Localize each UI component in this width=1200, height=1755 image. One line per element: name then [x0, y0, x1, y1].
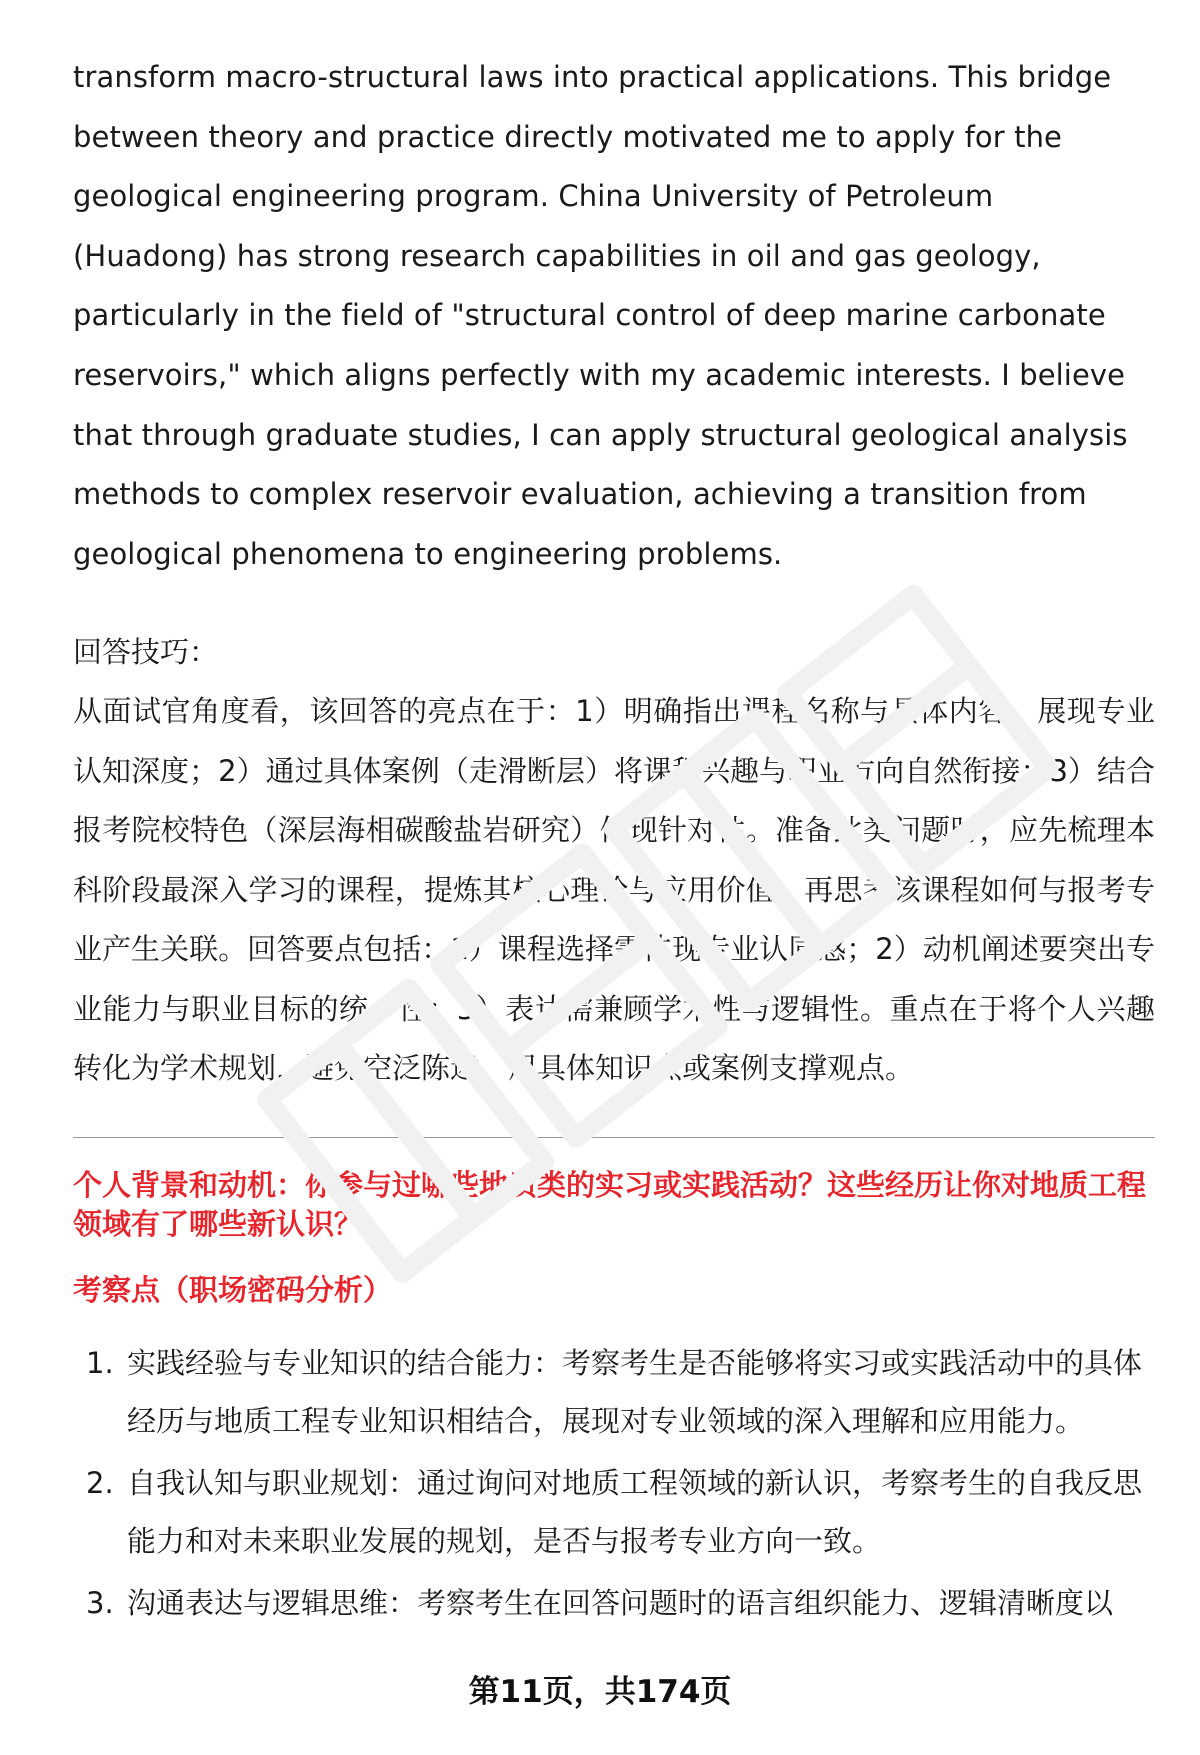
answer-paragraph: transform macro-structural laws into practical applications. This bridge between theory and practice directly motivated me to apply for the geological engineering program. China University of Petroleum (Huadong) has strong research capabilities in oil and gas geology, particularly in the field of "structural control of deep marine carbonate reservoirs," which aligns perfectly with my academic interests. I believe that through graduate studies, I can apply structural geological analysis methods to complex reservoir evaluation, achieving a transition from geological phenomena to engineering problems. — [73, 60, 1128, 571]
assessment-item — [73, 1574, 1155, 1632]
document-page — [73, 48, 1155, 1636]
tips-body: 从面试官角度看，该回答的亮点在于：1）明确指出课程名称与具体内容，展现专业认知深度；2）通过具体案例（走滑断层）将课程兴趣与职业方向自然衔接；3）结合报考院校特色（深层海相碳酸盐岩研究）体现针对性。准备此类问题时，应先梳理本科阶段最深入学习的课程，提炼其核心理论与应用价值，再思考该课程如何与报考专业产生关联。回答要点包括：1）课程选择需体现专业认同感；2）动机阐述要突出专业能力与职业目标的统一性；3）表达需兼顾学术性与逻辑性。重点在于将个人兴趣转化为学术规划，避免空泛陈述，用具体知识点或案例支撑观点。 — [73, 694, 1155, 1086]
item-text: 自我认知与职业规划：通过询问对地质工程领域的新认识，考察考生的自我反思能力和对未来职业发展的规划，是否与报考专业方向一致。 — [127, 1465, 1143, 1558]
assessment-title: 考察点（职场密码分析） — [73, 1272, 393, 1307]
question-heading: 个人背景和动机：你参与过哪些地质类的实习或实践活动？这些经历让你对地质工程领域有了哪些新认识？ — [73, 1167, 1147, 1241]
item-number: 2. — [86, 1465, 114, 1500]
item-number: 1. — [86, 1345, 114, 1380]
page-number-footer: 第11页，共174页 — [468, 1674, 732, 1710]
assessment-item — [73, 1454, 1155, 1570]
tips-title: 回答技巧： — [73, 635, 219, 670]
item-text: 沟通表达与逻辑思维：考察考生在回答问题时的语言组织能力、逻辑清晰度以 — [127, 1585, 1114, 1620]
assessment-list — [73, 1334, 1155, 1632]
item-text: 实践经验与专业知识的结合能力：考察考生是否能够将实习或实践活动中的具体经历与地质工程专业知识相结合，展现对专业领域的深入理解和应用能力。 — [127, 1345, 1143, 1438]
section-divider — [73, 1137, 1155, 1138]
assessment-item — [73, 1334, 1155, 1450]
item-number: 3. — [86, 1585, 114, 1620]
